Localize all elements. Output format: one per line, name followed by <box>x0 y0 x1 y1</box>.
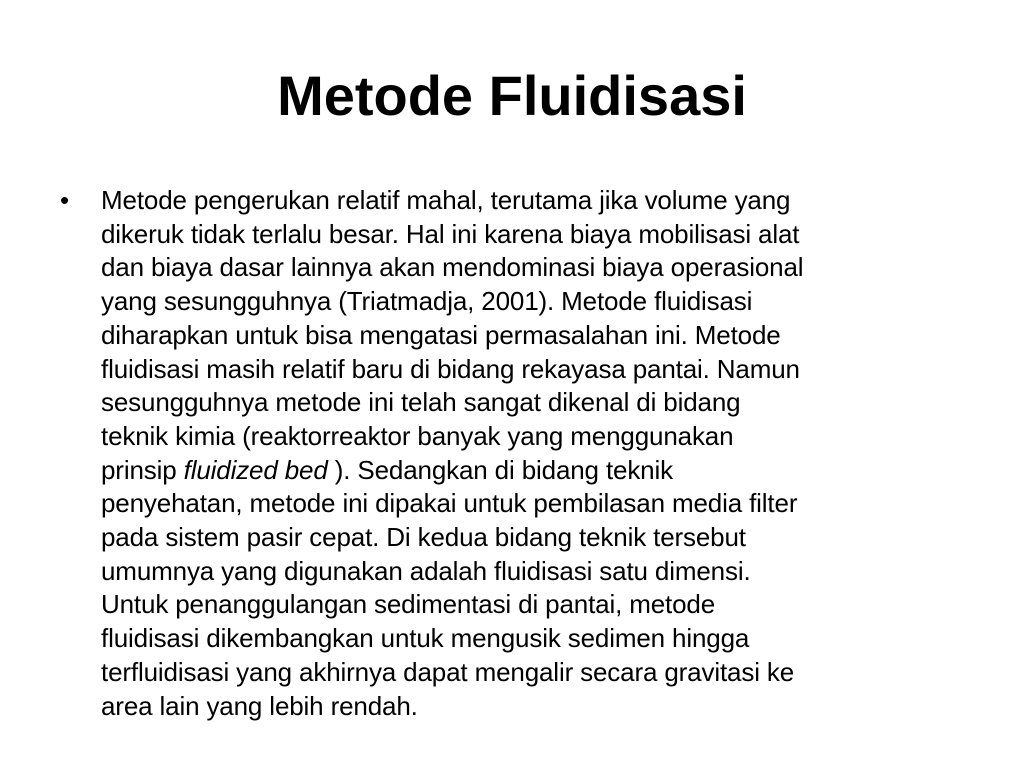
paragraph-line: yang sesungguhnya (Triatmadja, 2001). Metode fluidisasi <box>101 286 753 317</box>
paragraph-line: diharapkan untuk bisa mengatasi permasalahan ini. Metode <box>101 319 781 350</box>
bullet-glyph: • <box>60 185 69 215</box>
paragraph-line: teknik kimia (reaktorreaktor banyak yang menggunakan <box>101 420 734 451</box>
paragraph-line: fluidisasi dikembangkan untuk mengusik sedimen hingga <box>101 623 750 654</box>
slide-body <box>60 184 960 723</box>
paragraph-line: fluidisasi masih relatif baru di bidang rekayasa pantai. Namun <box>101 353 800 384</box>
paragraph-line: penyehatan, metode ini dipakai untuk pembilasan media filter <box>101 488 798 519</box>
paragraph-line: terfluidisasi yang akhirnya dapat mengalir secara gravitasi ke <box>101 656 795 687</box>
paragraph-line: sesungguhnya metode ini telah sangat dikenal di bidang <box>101 387 741 418</box>
paragraph-line: dan biaya dasar lainnya akan mendominasi biaya operasional <box>101 252 804 283</box>
paragraph-line: Untuk penanggulangan sedimentasi di pantai, metode <box>101 589 716 620</box>
line-text-after: ). Sedangkan di bidang teknik <box>327 454 673 485</box>
line-text-before: prinsip <box>101 454 184 485</box>
slide-title: Metode Fluidisasi <box>277 64 747 127</box>
paragraph-line: Metode pengerukan relatif mahal, terutama jika volume yang <box>101 185 791 215</box>
bullet-item <box>60 184 960 723</box>
paragraph-line-mixed <box>101 454 960 488</box>
paragraph-line: area lain yang lebih rendah. <box>101 690 418 721</box>
paragraph-line: dikeruk tidak terlalu besar. Hal ini karena biaya mobilisasi alat <box>101 218 800 249</box>
italic-term: fluidized bed <box>183 454 328 485</box>
paragraph-line: umumnya yang digunakan adalah fluidisasi satu dimensi. <box>101 555 751 586</box>
paragraph-line: pada sistem pasir cepat. Di kedua bidang teknik tersebut <box>101 522 746 553</box>
